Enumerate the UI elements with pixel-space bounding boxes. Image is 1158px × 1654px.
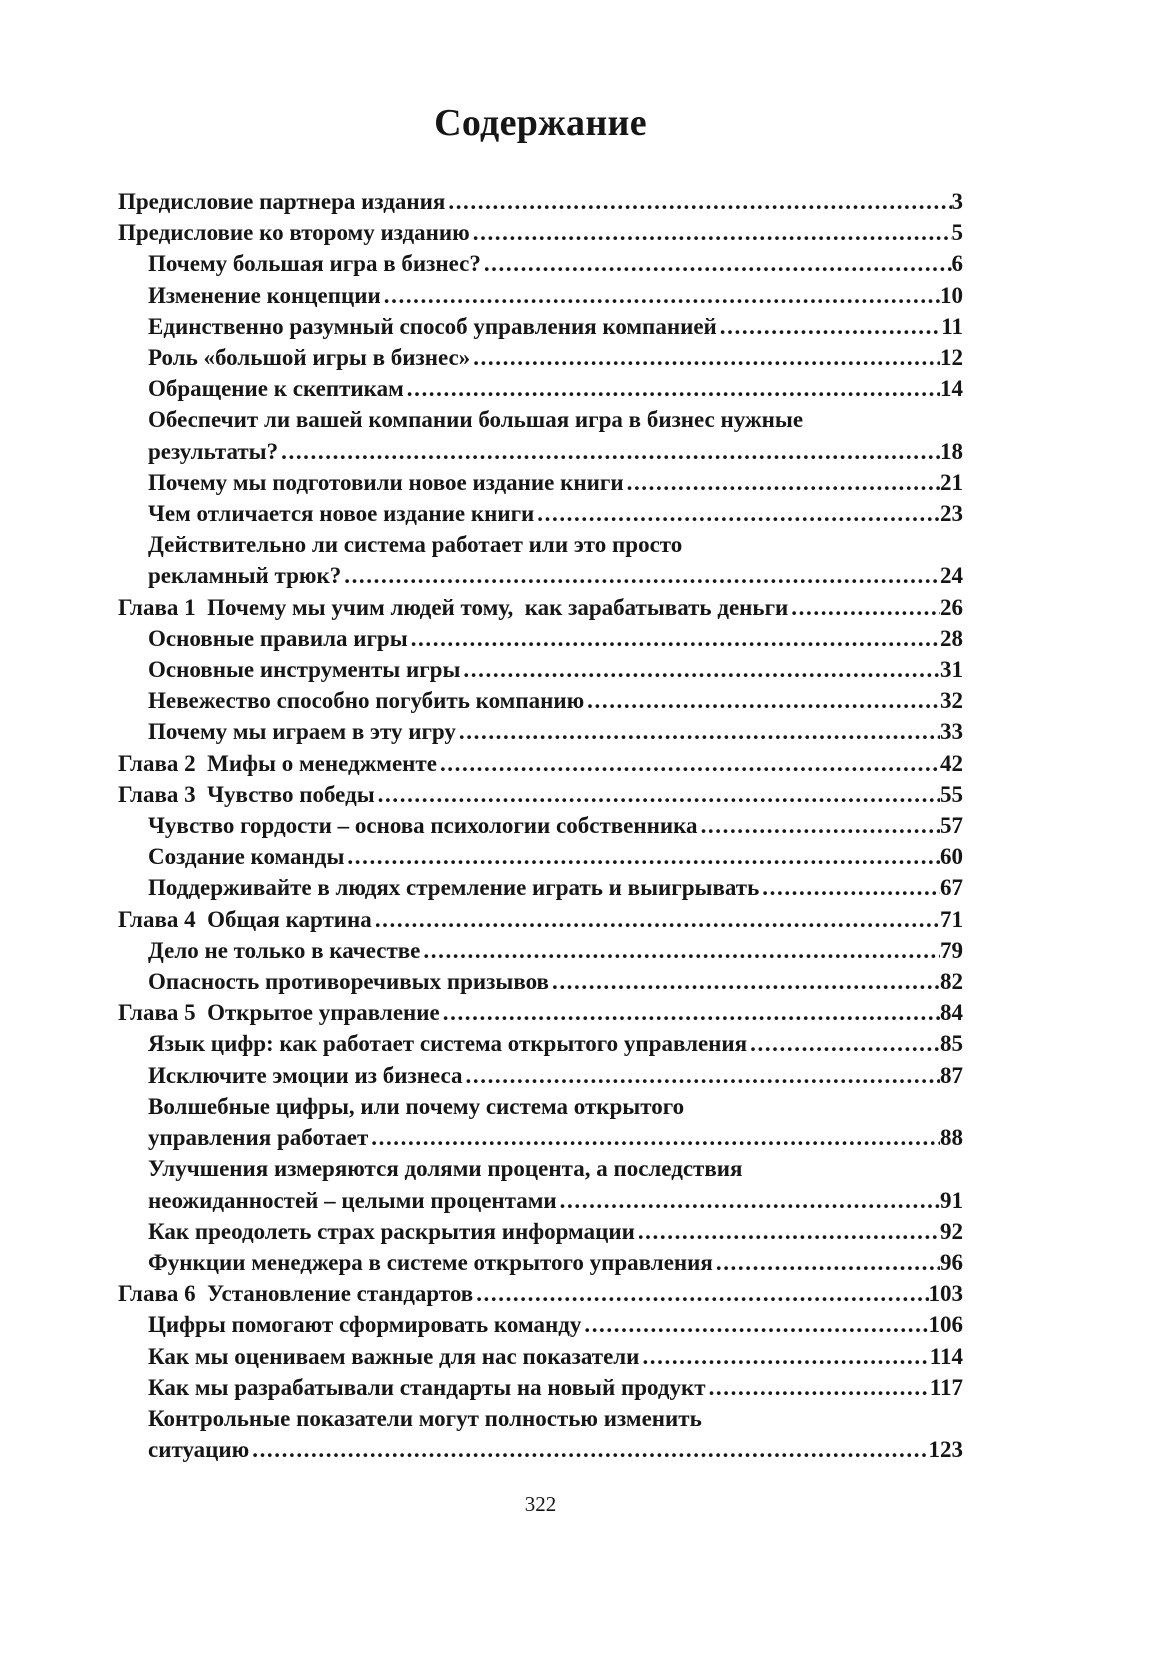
toc-entry-title: Как преодолеть страх раскрытия информации: [148, 1218, 635, 1244]
toc-entry: [118, 467, 963, 498]
toc-entry: [118, 311, 963, 342]
toc-entry-title: Почему мы играем в эту игру: [148, 719, 456, 745]
toc-entry-title: Контрольные показатели могут полностью изменить: [148, 1405, 702, 1431]
dot-leader: [635, 1216, 940, 1247]
dot-leader: [557, 1185, 940, 1216]
toc-entry-title: Глава 3 Чувство победы: [118, 781, 375, 807]
dot-leader: [368, 1122, 940, 1153]
toc-entry-title: Глава 4 Общая картина: [118, 906, 372, 932]
dot-leader: [713, 1247, 940, 1278]
dot-leader: [375, 779, 940, 810]
toc-page-number: 18: [940, 438, 963, 464]
toc-entry: [118, 529, 963, 560]
toc-entry: [118, 1278, 963, 1309]
dot-leader: [408, 623, 940, 654]
toc-page-number: 91: [940, 1187, 963, 1213]
toc-entry: [118, 1403, 963, 1434]
toc-entry: [118, 623, 963, 654]
toc-entry: [118, 217, 963, 248]
toc-list: [118, 186, 963, 1465]
toc-entry-title: Улучшения измеряются долями процента, а последствия: [148, 1156, 743, 1182]
toc-entry-title: Цифры помогают сформировать команду: [148, 1312, 582, 1338]
toc-page-number: 21: [940, 469, 963, 495]
toc-entry-title: Как мы оцениваем важные для нас показатели: [148, 1343, 640, 1369]
toc-page-number: 117: [929, 1374, 963, 1400]
toc-entry-title: Почему мы подготовили новое издание книги: [148, 469, 624, 495]
toc-entry-title: Опасность противоречивых призывов: [148, 969, 549, 995]
toc-entry: [118, 935, 963, 966]
toc-entry: [118, 904, 963, 935]
toc-entry-title: Чем отличается новое издание книги: [148, 501, 535, 527]
toc-entry-title: ситуацию: [148, 1437, 250, 1463]
dot-leader: [440, 997, 940, 1028]
toc-entry-title: Функции менеджера в системе открытого управления: [148, 1249, 713, 1275]
dot-leader: [341, 560, 940, 591]
dot-leader: [698, 810, 940, 841]
toc-page-number: 6: [951, 251, 963, 277]
toc-entry: [118, 997, 963, 1028]
dot-leader: [624, 467, 940, 498]
toc-page-number: 10: [940, 282, 963, 308]
toc-page-number: 106: [928, 1312, 963, 1338]
toc-entry: [118, 592, 963, 623]
toc-entry: [118, 748, 963, 779]
toc-entry: [118, 1091, 963, 1122]
toc-entry: [118, 560, 963, 591]
dot-leader: [249, 1434, 928, 1465]
toc-page-number: 67: [940, 875, 963, 901]
toc-entry: [118, 1372, 963, 1403]
toc-entry: [118, 1247, 963, 1278]
toc-entry: [118, 1216, 963, 1247]
toc-page-number: 23: [940, 501, 963, 527]
toc-entry-title: рекламный трюк?: [148, 563, 342, 589]
dot-leader: [344, 841, 940, 872]
toc-page-number: 42: [940, 750, 963, 776]
toc-entry-title: Создание команды: [148, 844, 345, 870]
toc-page-number: 103: [928, 1281, 963, 1307]
toc-entry: [118, 841, 963, 872]
toc-entry-title: неожиданностей – целыми процентами: [148, 1187, 557, 1213]
dot-leader: [470, 342, 940, 373]
toc-page-number: 71: [940, 906, 963, 932]
toc-entry: [118, 1341, 963, 1372]
toc-entry: [118, 1028, 963, 1059]
toc-page-number: 79: [940, 937, 963, 963]
dot-leader: [581, 1309, 928, 1340]
toc-entry-title: Глава 6 Установление стандартов: [118, 1281, 474, 1307]
toc-entry: [118, 248, 963, 279]
toc-entry: [118, 654, 963, 685]
dot-leader: [481, 248, 952, 279]
dot-leader: [445, 186, 951, 217]
toc-entry-title: Волшебные цифры, или почему система открытого: [148, 1093, 685, 1119]
toc-entry: [118, 716, 963, 747]
toc-entry-title: Почему большая игра в бизнес?: [148, 251, 481, 277]
toc-entry-title: Обеспечит ли вашей компании большая игра в бизнес нужные: [148, 407, 804, 433]
toc-entry-title: управления работает: [148, 1125, 369, 1151]
toc-page-number: 88: [940, 1125, 963, 1151]
toc-entry: [118, 1309, 963, 1340]
toc-page-number: 12: [940, 345, 963, 371]
toc-entry-title: Основные правила игры: [148, 625, 408, 651]
toc-entry: [118, 1153, 963, 1184]
dot-leader: [788, 592, 940, 623]
toc-entry: [118, 1434, 963, 1465]
dot-leader: [759, 872, 940, 903]
toc-entry: [118, 1122, 963, 1153]
dot-leader: [456, 716, 940, 747]
toc-entry-title: результаты?: [148, 438, 279, 464]
page-footer-number: 322: [524, 1492, 557, 1516]
toc-entry-title: Изменение концепции: [148, 282, 381, 308]
toc-entry: [118, 872, 963, 903]
toc-page-number: 26: [940, 594, 963, 620]
toc-entry-title: Основные инструменты игры: [148, 657, 461, 683]
toc-entry-title: Предисловие ко второму изданию: [118, 220, 470, 246]
toc-entry-title: Глава 1 Почему мы учим людей тому, как зарабатывать деньги: [118, 594, 789, 620]
toc-entry-title: Язык цифр: как работает система открытого управления: [148, 1031, 748, 1057]
toc-entry-title: Невежество способно погубить компанию: [148, 688, 585, 714]
dot-leader: [278, 436, 940, 467]
toc-page-number: 123: [928, 1437, 963, 1463]
dot-leader: [534, 498, 940, 529]
toc-entry-title: Поддерживайте в людях стремление играть и выигрывать: [148, 875, 760, 901]
dot-leader: [463, 1060, 940, 1091]
toc-entry: [118, 810, 963, 841]
toc-entry: [118, 1060, 963, 1091]
toc-entry: [118, 280, 963, 311]
dot-leader: [420, 935, 940, 966]
toc-entry: [118, 1185, 963, 1216]
toc-page-number: 28: [940, 625, 963, 651]
dot-leader: [470, 217, 952, 248]
dot-leader: [404, 373, 940, 404]
toc-page-number: 14: [940, 376, 963, 402]
dot-leader: [717, 311, 941, 342]
toc-entry-title: Как мы разрабатывали стандарты на новый продукт: [148, 1374, 706, 1400]
toc-page-number: 55: [940, 781, 963, 807]
toc-page-number: 33: [940, 719, 963, 745]
toc-page-number: 114: [929, 1343, 963, 1369]
toc-entry: [118, 498, 963, 529]
toc-entry-title: Действительно ли система работает или это просто: [148, 532, 683, 558]
toc-page-number: 84: [940, 1000, 963, 1026]
toc-entry: [118, 436, 963, 467]
dot-leader: [473, 1278, 928, 1309]
toc-page-number: 32: [940, 688, 963, 714]
toc-entry-title: Исключите эмоции из бизнеса: [148, 1062, 463, 1088]
toc-entry-title: Единственно разумный способ управления компанией: [148, 313, 717, 339]
toc-entry-title: Предисловие партнера издания: [118, 189, 446, 214]
toc-entry: [118, 186, 963, 217]
dot-leader: [549, 966, 940, 997]
toc-entry-title: Чувство гордости – основа психологии собственника: [148, 813, 698, 839]
toc-entry-title: Роль «большой игры в бизнес»: [148, 345, 471, 371]
toc-entry: [118, 966, 963, 997]
dot-leader: [639, 1341, 929, 1372]
toc-entry-title: Глава 2 Мифы о менеджменте: [118, 750, 437, 776]
toc-content: [118, 100, 963, 1465]
toc-page-number: 24: [940, 563, 963, 589]
toc-page-number: 5: [951, 220, 963, 246]
dot-leader: [372, 904, 940, 935]
page-title: Содержание: [434, 102, 647, 144]
toc-page-number: 92: [940, 1218, 963, 1244]
toc-entry-title: Обращение к скептикам: [148, 376, 404, 402]
toc-entry: [118, 373, 963, 404]
toc-entry-title: Глава 5 Открытое управление: [118, 1000, 440, 1026]
toc-page-number: 11: [941, 313, 963, 339]
toc-page-number: 57: [940, 813, 963, 839]
dot-leader: [584, 685, 940, 716]
toc-page-number: 87: [940, 1062, 963, 1088]
dot-leader: [747, 1028, 940, 1059]
toc-page-number: 96: [940, 1249, 963, 1275]
dot-leader: [460, 654, 940, 685]
toc-entry: [118, 404, 963, 435]
toc-entry-title: Дело не только в качестве: [148, 937, 421, 963]
toc-entry: [118, 779, 963, 810]
dot-leader: [706, 1372, 930, 1403]
dot-leader: [437, 748, 940, 779]
toc-page-number: 31: [940, 657, 963, 683]
toc-entry: [118, 342, 963, 373]
toc-page-number: 85: [940, 1031, 963, 1057]
toc-page-number: 3: [951, 189, 963, 214]
toc-entry: [118, 685, 963, 716]
toc-page-number: 82: [940, 969, 963, 995]
toc-page-number: 60: [940, 844, 963, 870]
dot-leader: [381, 280, 940, 311]
